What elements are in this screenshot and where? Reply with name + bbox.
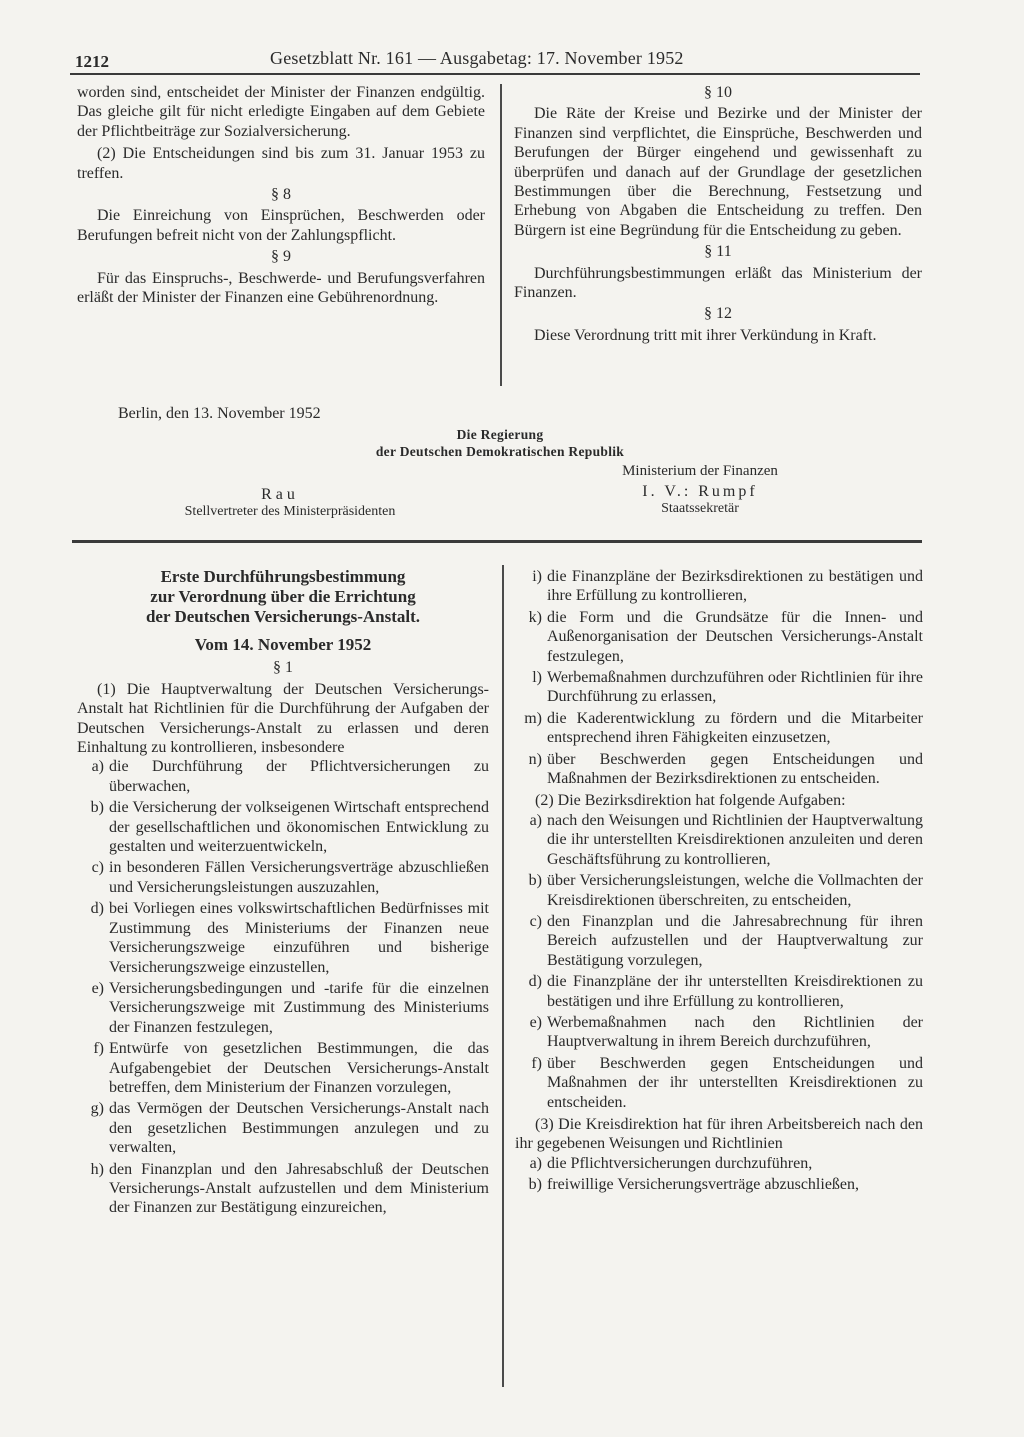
section-heading: § 10 <box>704 84 732 101</box>
list-item-text: die Form und die Grundsätze für die Innen- und Außenorganisation der Deutschen Versicherungs-Anstalt festzulegen, <box>547 608 923 665</box>
list-item-marker: e) <box>91 979 104 997</box>
section-heading: § 1 <box>273 659 293 677</box>
section-separator-rule <box>72 540 922 543</box>
list-item-text: die Pflichtversicherungen durchzuführen, <box>547 1154 813 1172</box>
list-item-text: die Finanzpläne der ihr unterstellten Kreisdirektionen zu bestätigen und ihre Erfüllung zu kontrollieren, <box>547 973 923 1010</box>
list-item-text: die Versicherung der volkseigenen Wirtschaft entsprechend der gesellschaftlichen und ökonomischen Entwicklung zu gestalten und weiterzuentwickeln, <box>109 799 489 856</box>
list-item <box>515 811 923 869</box>
list-item-text: die Durchführung der Pflichtversicherungen zu überwachen, <box>109 758 489 795</box>
list-item-text: die Kaderentwicklung zu fördern und die Mitarbeiter entsprechend ihren Fähigkeiten einzusetzen, <box>547 709 923 747</box>
list-item-text: über Versicherungsleistungen, welche die Vollmachten der Kreisdirektionen überschreiten, zu entscheiden, <box>547 872 923 909</box>
list-item <box>515 871 923 910</box>
list-item <box>77 757 489 796</box>
paragraph: (2) Die Bezirksdirektion hat folgende Aufgaben: <box>535 792 846 810</box>
signatory-role-left: Stellvertreter des Ministerpräsidenten <box>184 504 396 519</box>
bottom-left-column <box>77 567 489 1220</box>
list-item-marker: n) <box>528 750 542 768</box>
item-list <box>77 757 489 1217</box>
list-item <box>515 972 923 1011</box>
list-item <box>77 858 489 897</box>
top-right-column <box>514 83 922 345</box>
header-rule <box>70 73 920 75</box>
government-line: der Deutschen Demokratischen Republik <box>375 444 625 459</box>
section-heading: § 11 <box>704 243 732 261</box>
list-item <box>515 1054 923 1112</box>
section-heading: § 8 <box>271 186 291 204</box>
list-item-marker: m) <box>524 709 542 727</box>
list-item-text: Werbemaßnahmen durchzuführen oder Richtlinien für ihre Durchführung zu erlassen, <box>547 669 923 706</box>
list-item <box>515 608 923 666</box>
list-item <box>77 899 489 977</box>
list-item-marker: b) <box>90 799 104 817</box>
document-date: Vom 14. November 1952 <box>194 635 372 654</box>
item-list <box>515 811 923 1112</box>
list-item-marker: l) <box>532 669 542 687</box>
list-item <box>515 1175 923 1194</box>
document-heading: der Deutschen Versicherungs-Anstalt. <box>145 607 421 626</box>
signatory-role-right: Staatssekretär <box>661 501 739 516</box>
list-item-marker: b) <box>528 872 542 890</box>
ministry-name: Ministerium der Finanzen <box>622 463 778 479</box>
list-item-text: nach den Weisungen und Richtlinien der Hauptverwaltung die ihr unterstellten Kreisdirektionen anzuleiten und deren Geschäftsführung zu kontrollieren, <box>547 811 923 868</box>
paragraph: Durchführungsbestimmungen erläßt das Ministerium der Finanzen. <box>514 264 922 302</box>
column-divider <box>500 84 502 386</box>
list-item-text: bei Vorliegen eines volkswirtschaftlichen Bedürfnisses mit Zustimmung des Ministeriums der Finanzen neue Versicherungszweige einzuführen und bisherige Versicherungszweige einzustellen, <box>109 900 489 976</box>
list-item <box>515 1013 923 1052</box>
document-heading: Erste Durchführungsbestimmung <box>160 567 406 586</box>
column-divider <box>502 565 504 1387</box>
paragraph: (2) Die Entscheidungen sind bis zum 31. Januar 1953 zu treffen. <box>77 145 485 182</box>
section-heading: § 9 <box>271 248 291 266</box>
list-item-text: den Finanzplan und den Jahresabschluß der Deutschen Versicherungs-Anstalt aufzustellen und dem Ministerium der Finanzen zur Bestätigung einzureichen, <box>109 1160 489 1217</box>
list-item <box>77 798 489 856</box>
list-item-marker: d) <box>528 973 542 991</box>
list-item <box>515 567 923 606</box>
paragraph: Für das Einspruchs-, Beschwerde- und Berufungsverfahren erläßt der Minister der Finanzen eine Gebührenordnung. <box>77 269 485 307</box>
top-left-column <box>77 83 485 307</box>
paragraph: Die Räte der Kreise und Bezirke und der Minister der Finanzen sind verpflichtet, die Einsprüche, Beschwerden und Berufungen der Bürger eingehend und gewissenhaft zu überprüfen und danach auf der Grundlage der gesetzlichen Bestimmungen über die Berechnung, Festsetzung und Erhebung von Abgaben die Entscheidung zu treffen. Den Bürgern ist eine Begründung für die Entscheidung zu geben. <box>514 105 922 239</box>
list-item-marker: a) <box>529 1154 542 1172</box>
list-item-text: Werbemaßnahmen nach den Richtlinien der Hauptverwaltung in ihrem Bereich durchzuführen, <box>547 1013 923 1051</box>
list-item-marker: e) <box>529 1013 542 1031</box>
list-item-marker: c) <box>91 859 104 877</box>
paragraph: (1) Die Hauptverwaltung der Deutschen Versicherungs-Anstalt hat Richtlinien für die Durchführung der Aufgaben der Deutschen Versicherungs-Anstalt zu erlassen und deren Einhaltung zu kontrollieren, insbesondere <box>77 680 489 757</box>
list-item <box>515 668 923 707</box>
list-item-marker: k) <box>528 608 542 626</box>
list-item-marker: f) <box>531 1054 542 1072</box>
list-item-text: über Beschwerden gegen Entscheidungen und Maßnahmen der ihr unterstellten Kreisdirektionen zu entscheiden. <box>547 1054 923 1111</box>
list-item-marker: f) <box>93 1040 104 1058</box>
list-item <box>77 1160 489 1218</box>
list-item <box>515 750 923 789</box>
page-number: 1212 <box>75 52 109 71</box>
list-item-text: den Finanzplan und die Jahresabrechnung für ihren Bereich aufzustellen und der Hauptverwaltung zur Bestätigung vorzulegen, <box>547 912 923 969</box>
section-heading: § 12 <box>704 305 732 323</box>
list-item <box>515 1154 923 1173</box>
list-item <box>77 1099 489 1157</box>
signature-date: Berlin, den 13. November 1952 <box>118 405 321 422</box>
list-item-marker: a) <box>529 811 542 829</box>
list-item-marker: h) <box>90 1160 104 1178</box>
list-item-marker: b) <box>528 1176 542 1194</box>
list-item-marker: a) <box>91 758 104 776</box>
list-item-text: freiwillige Versicherungsverträge abzuschließen, <box>547 1176 860 1194</box>
list-item <box>515 912 923 970</box>
bottom-right-column <box>515 567 923 1197</box>
gazette-header-title: Gesetzblatt Nr. 161 — Ausgabetag: 17. November 1952 <box>270 48 684 68</box>
list-item <box>77 979 489 1037</box>
list-item <box>515 709 923 748</box>
paragraph: Diese Verordnung tritt mit ihrer Verkündung in Kraft. <box>534 326 877 344</box>
list-item-marker: i) <box>532 568 542 585</box>
list-item <box>77 1039 489 1097</box>
item-list <box>515 567 923 788</box>
list-item-marker: d) <box>90 900 104 918</box>
government-block <box>350 426 650 460</box>
item-list <box>515 1154 923 1195</box>
list-item-text: das Vermögen der Deutschen Versicherungs-Anstalt nach den gesetzlichen Bestimmungen anzulegen und zu verwalten, <box>109 1100 489 1157</box>
list-item-text: die Finanzpläne der Bezirksdirektionen zu bestätigen und ihre Erfüllung zu kontrollieren, <box>547 568 923 605</box>
list-item-marker: g) <box>90 1100 104 1118</box>
signatory-name-right: I. V.: Rumpf <box>642 483 758 500</box>
paragraph: Die Einreichung von Einsprüchen, Beschwerden oder Berufungen befreit nicht von der Zahlungspflicht. <box>77 207 485 244</box>
government-line: Die Regierung <box>456 427 544 442</box>
list-item-text: Entwürfe von gesetzlichen Bestimmungen, die das Aufgabengebiet der Deutschen Versicherungs-Anstalt betreffen, dem Ministerium der Finanzen vorzulegen, <box>109 1040 489 1096</box>
signatory-name-left: Rau <box>261 486 299 503</box>
paragraph: worden sind, entscheidet der Minister der Finanzen endgültig. Das gleiche gilt für nicht erledigte Eingaben auf dem Gebiete der Pflichtbeiträge zur Sozialversicherung. <box>77 84 485 140</box>
list-item-text: in besonderen Fällen Versicherungsverträge abzuschließen und Versicherungsleistungen auszuzahlen, <box>109 859 489 896</box>
list-item-text: Versicherungsbedingungen und -tarife für die einzelnen Versicherungszweige mit Zustimmung des Ministeriums der Finanzen festzulegen, <box>109 979 489 1036</box>
document-heading: zur Verordnung über die Errichtung <box>150 587 416 606</box>
list-item-marker: c) <box>529 912 542 930</box>
list-item-text: über Beschwerden gegen Entscheidungen und Maßnahmen der Bezirksdirektionen zu entscheiden. <box>547 750 923 788</box>
paragraph: (3) Die Kreisdirektion hat für ihren Arbeitsbereich nach den ihr gegebenen Weisungen und Richtlinien <box>515 1115 923 1153</box>
